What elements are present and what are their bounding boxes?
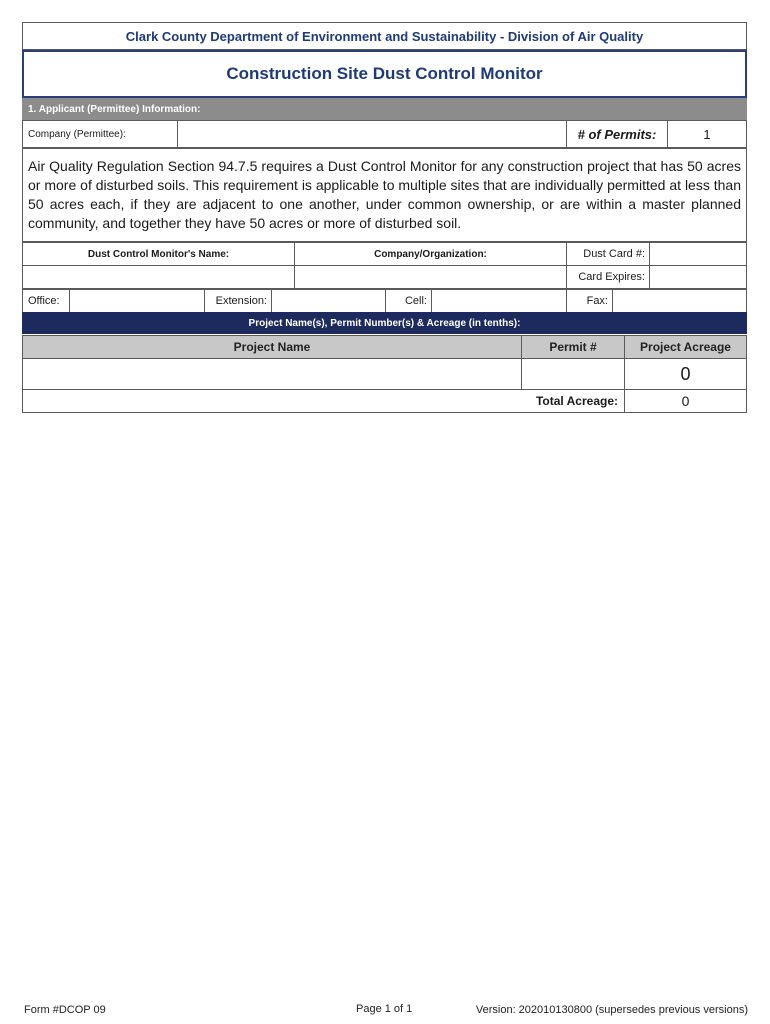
- version-info: Version: 202010130800 (supersedes previous versions): [475, 1004, 748, 1016]
- monitor-name-field[interactable]: [22, 265, 295, 289]
- agency-header: Clark County Department of Environment and Sustainability - Division of Air Quality: [22, 22, 747, 50]
- col-project-acreage: Project Acreage: [624, 335, 747, 359]
- dust-card-label: Dust Card #:: [566, 242, 650, 266]
- monitor-org-label: Company/Organization:: [294, 242, 567, 266]
- card-expires-label: Card Expires:: [566, 265, 650, 289]
- card-expires-field[interactable]: [649, 265, 747, 289]
- extension-field[interactable]: [271, 289, 386, 313]
- permit-number-field[interactable]: [521, 358, 625, 390]
- company-field[interactable]: [177, 120, 567, 148]
- monitor-org-field[interactable]: [294, 265, 567, 289]
- form-title: Construction Site Dust Control Monitor: [22, 50, 747, 98]
- total-acreage-label: Total Acreage:: [22, 389, 625, 413]
- form-number: Form #DCOP 09: [24, 1004, 106, 1016]
- col-permit-number: Permit #: [521, 335, 625, 359]
- office-field[interactable]: [69, 289, 205, 313]
- fax-field[interactable]: [612, 289, 747, 313]
- permits-field[interactable]: 1: [667, 120, 747, 148]
- cell-field[interactable]: [431, 289, 567, 313]
- extension-label: Extension:: [204, 289, 272, 313]
- col-project-name: Project Name: [22, 335, 522, 359]
- dust-card-field[interactable]: [649, 242, 747, 266]
- project-acreage-field[interactable]: 0: [624, 358, 747, 390]
- company-label: Company (Permittee):: [22, 120, 178, 148]
- regulation-paragraph: Air Quality Regulation Section 94.7.5 requires a Dust Control Monitor for any construction project that has 50 acres or more of disturbed soils. This requirement is applicable to multiple sites that are individually permitted at less than 50 acres each, if they are adjacent to one another, under common ownership, or are within a master planned community, and together they have 50 acres or more of disturbed soil.: [22, 148, 747, 242]
- total-acreage-value: 0: [624, 389, 747, 413]
- project-name-field[interactable]: [22, 358, 522, 390]
- permits-label: # of Permits:: [566, 120, 668, 148]
- section-applicant-heading: 1. Applicant (Permittee) Information:: [22, 98, 747, 120]
- monitor-name-label: Dust Control Monitor's Name:: [22, 242, 295, 266]
- fax-label: Fax:: [566, 289, 613, 313]
- page-number: Page 1 of 1: [356, 1003, 413, 1015]
- office-label: Office:: [22, 289, 70, 313]
- cell-label: Cell:: [385, 289, 432, 313]
- projects-heading: Project Name(s), Permit Number(s) & Acreage (in tenths):: [22, 312, 747, 334]
